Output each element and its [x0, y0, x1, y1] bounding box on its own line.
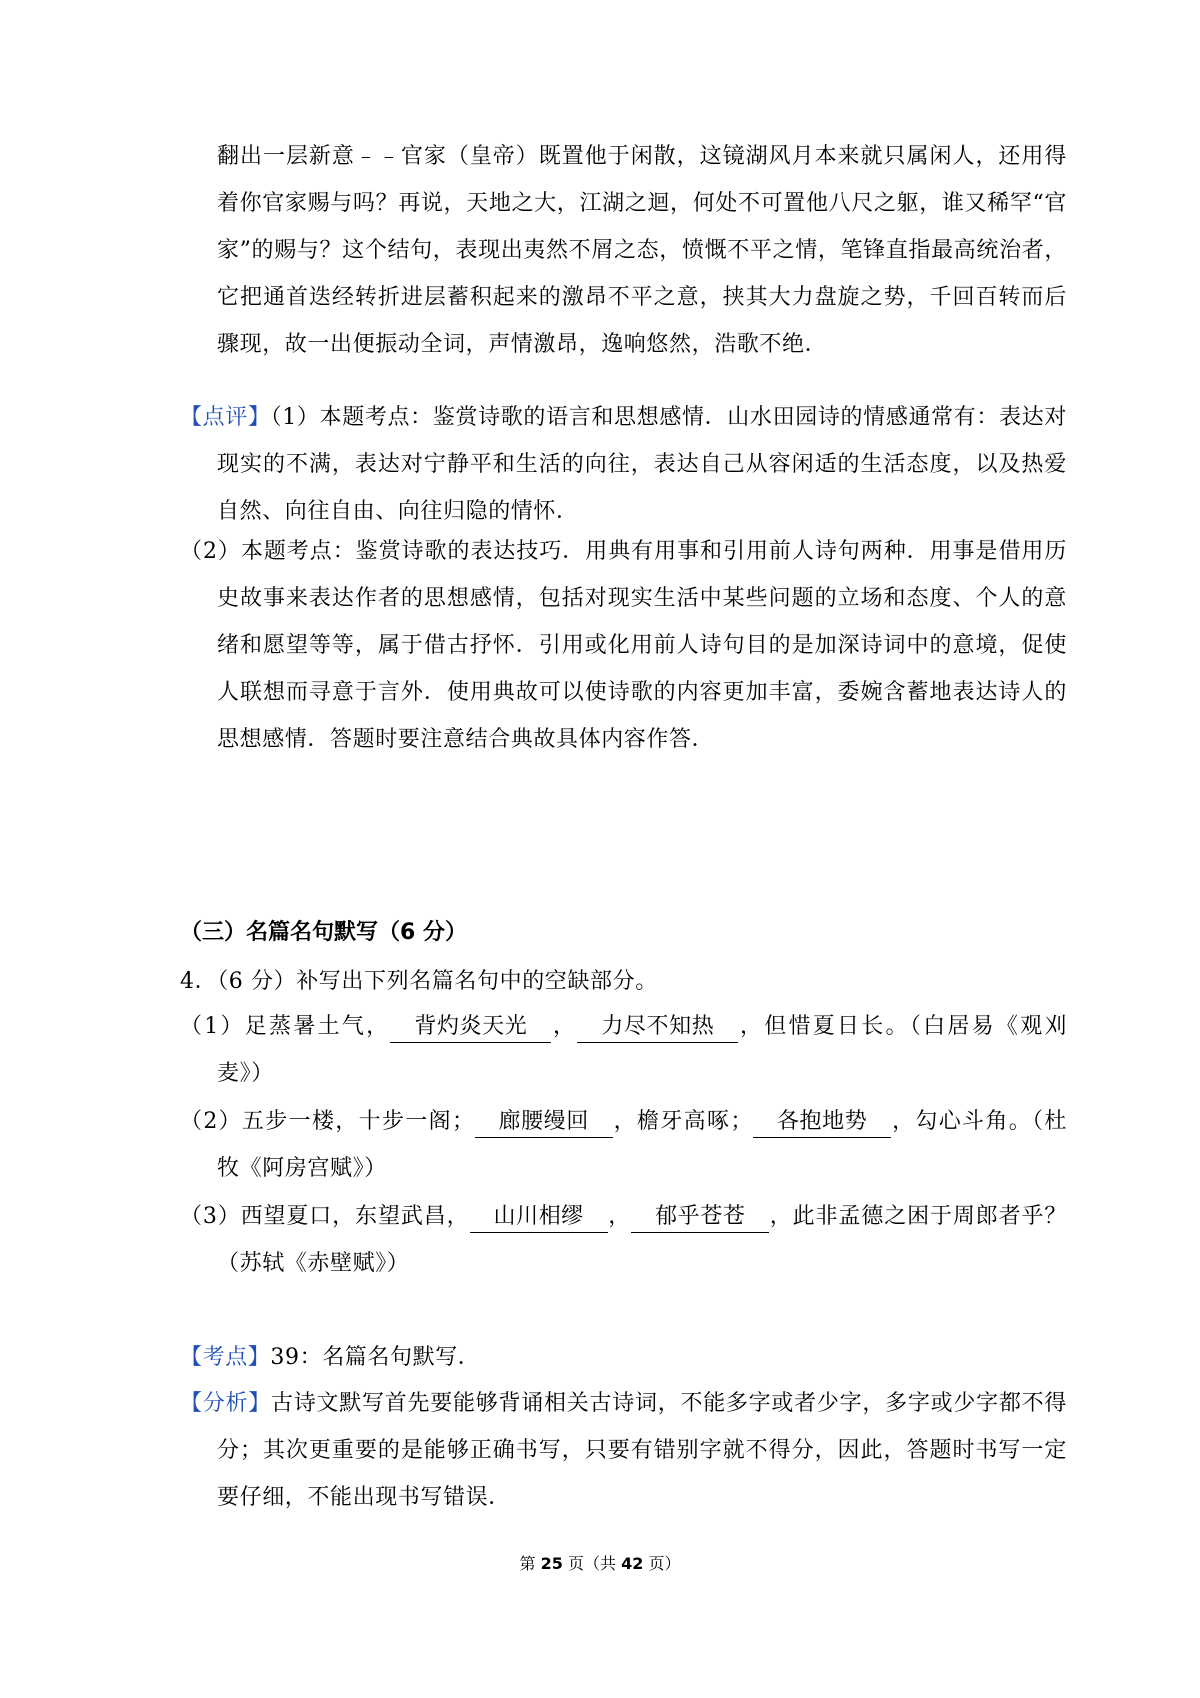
analysis-continuation	[180, 133, 1067, 368]
question4-item1	[180, 1003, 1067, 1097]
keypoint-tag: 【考点】	[180, 1345, 271, 1370]
item3-blank1: 山川相缪	[470, 1202, 608, 1233]
question4-item3	[180, 1193, 1067, 1287]
footer-page-number: 25	[540, 1554, 563, 1573]
item3-before: （3）西望夏口，东望武昌，	[180, 1204, 470, 1229]
keypoint-text: 39：名篇名句默写．	[270, 1345, 481, 1370]
item1-blank2: 力尽不知热	[577, 1012, 738, 1043]
analysis-text: 古诗文默写首先要能够背诵相关古诗词，不能多字或者少字，多字或少字都不得分；其次更重要的是能够正确书写，只要有错别字就不得分，因此，答题时书写一定要仔细，不能出现书写错误．	[217, 1391, 1067, 1510]
item2-sep: ，檐牙高啄；	[612, 1109, 753, 1134]
item1-after: ，但惜夏日长。（白居易《观刈麦》）	[217, 1014, 1067, 1086]
comment-part2-text: （2）本题考点：鉴赏诗歌的表达技巧．用典有用事和引用前人诗句两种．用事是借用历史故事来表达作者的思想感情，包括对现实生活中某些问题的立场和态度、个人的意绪和愿望等等，属于借古抒怀．引用或化用前人诗句目的是加深诗词中的意境，促使人联想而寻意于言外．使用典故可以使诗歌的内容更加丰富，委婉含蓄地表达诗人的思想感情．答题时要注意结合典故具体内容作答．	[180, 539, 1067, 752]
comment-part1	[180, 394, 1067, 535]
item2-after: ，勾心斗角。（杜牧《阿房宫赋》）	[217, 1109, 1067, 1181]
analysis	[180, 1380, 1067, 1521]
footer-mid: 页（共	[567, 1554, 616, 1573]
question4-stem	[180, 958, 1030, 1005]
page-footer	[0, 1552, 1200, 1576]
question4-item2	[180, 1098, 1067, 1192]
item1-before: （1）足蒸暑土气，	[180, 1014, 391, 1039]
keypoint	[180, 1334, 1067, 1381]
item1-sep: ，	[551, 1014, 578, 1039]
item2-blank1: 廊腰缦回	[475, 1107, 613, 1138]
item3-blank2: 郁乎苍苍	[631, 1202, 769, 1233]
comment-part1-text: （1）本题考点：鉴赏诗歌的语言和思想感情．山水田园诗的情感通常有：表达对现实的不满，表达对宁静平和生活的向往，表达自己从容闲适的生活态度，以及热爱自然、向往自由、向往归隐的情怀．	[217, 405, 1067, 524]
analysis-tag: 【分析】	[180, 1391, 271, 1416]
item2-before: （2）五步一楼，十步一阁；	[180, 1109, 475, 1134]
footer-suffix: 页）	[648, 1554, 681, 1573]
comment-tag: 【点评】	[180, 405, 271, 430]
item3-sep: ，	[607, 1204, 632, 1229]
item3-after: ，此非孟德之困于周郎者乎？（苏轼《赤壁赋》）	[217, 1204, 1067, 1276]
footer-total-pages: 42	[621, 1554, 644, 1573]
section-heading: （三）名篇名句默写（6 分）	[180, 920, 467, 945]
analysis-continuation-text: 翻出一层新意﹣﹣官家（皇帝）既置他于闲散，这镜湖风月本来就只属闲人，还用得着你官家赐与吗？再说，天地之大，江湖之迴，何处不可置他八尺之躯，谁又稀罕“官家”的赐与？这个结句，表现出夷然不屑之态，愤慨不平之情，笔锋直指最高统治者，它把通首迭经转折进层蓄积起来的激昂不平之意，挟其大力盘旋之势，千回百转而后骤现，故一出便振动全词，声情激昂，逸响悠然，浩歌不绝．	[217, 144, 1067, 357]
item2-blank2: 各抱地势	[753, 1107, 891, 1138]
item1-blank1: 背灼炎天光	[390, 1012, 551, 1043]
comment-part2	[180, 528, 1067, 763]
footer-prefix: 第	[519, 1554, 536, 1573]
question4-stem-text: 4．（6 分）补写出下列名篇名句中的空缺部分。	[180, 969, 658, 994]
